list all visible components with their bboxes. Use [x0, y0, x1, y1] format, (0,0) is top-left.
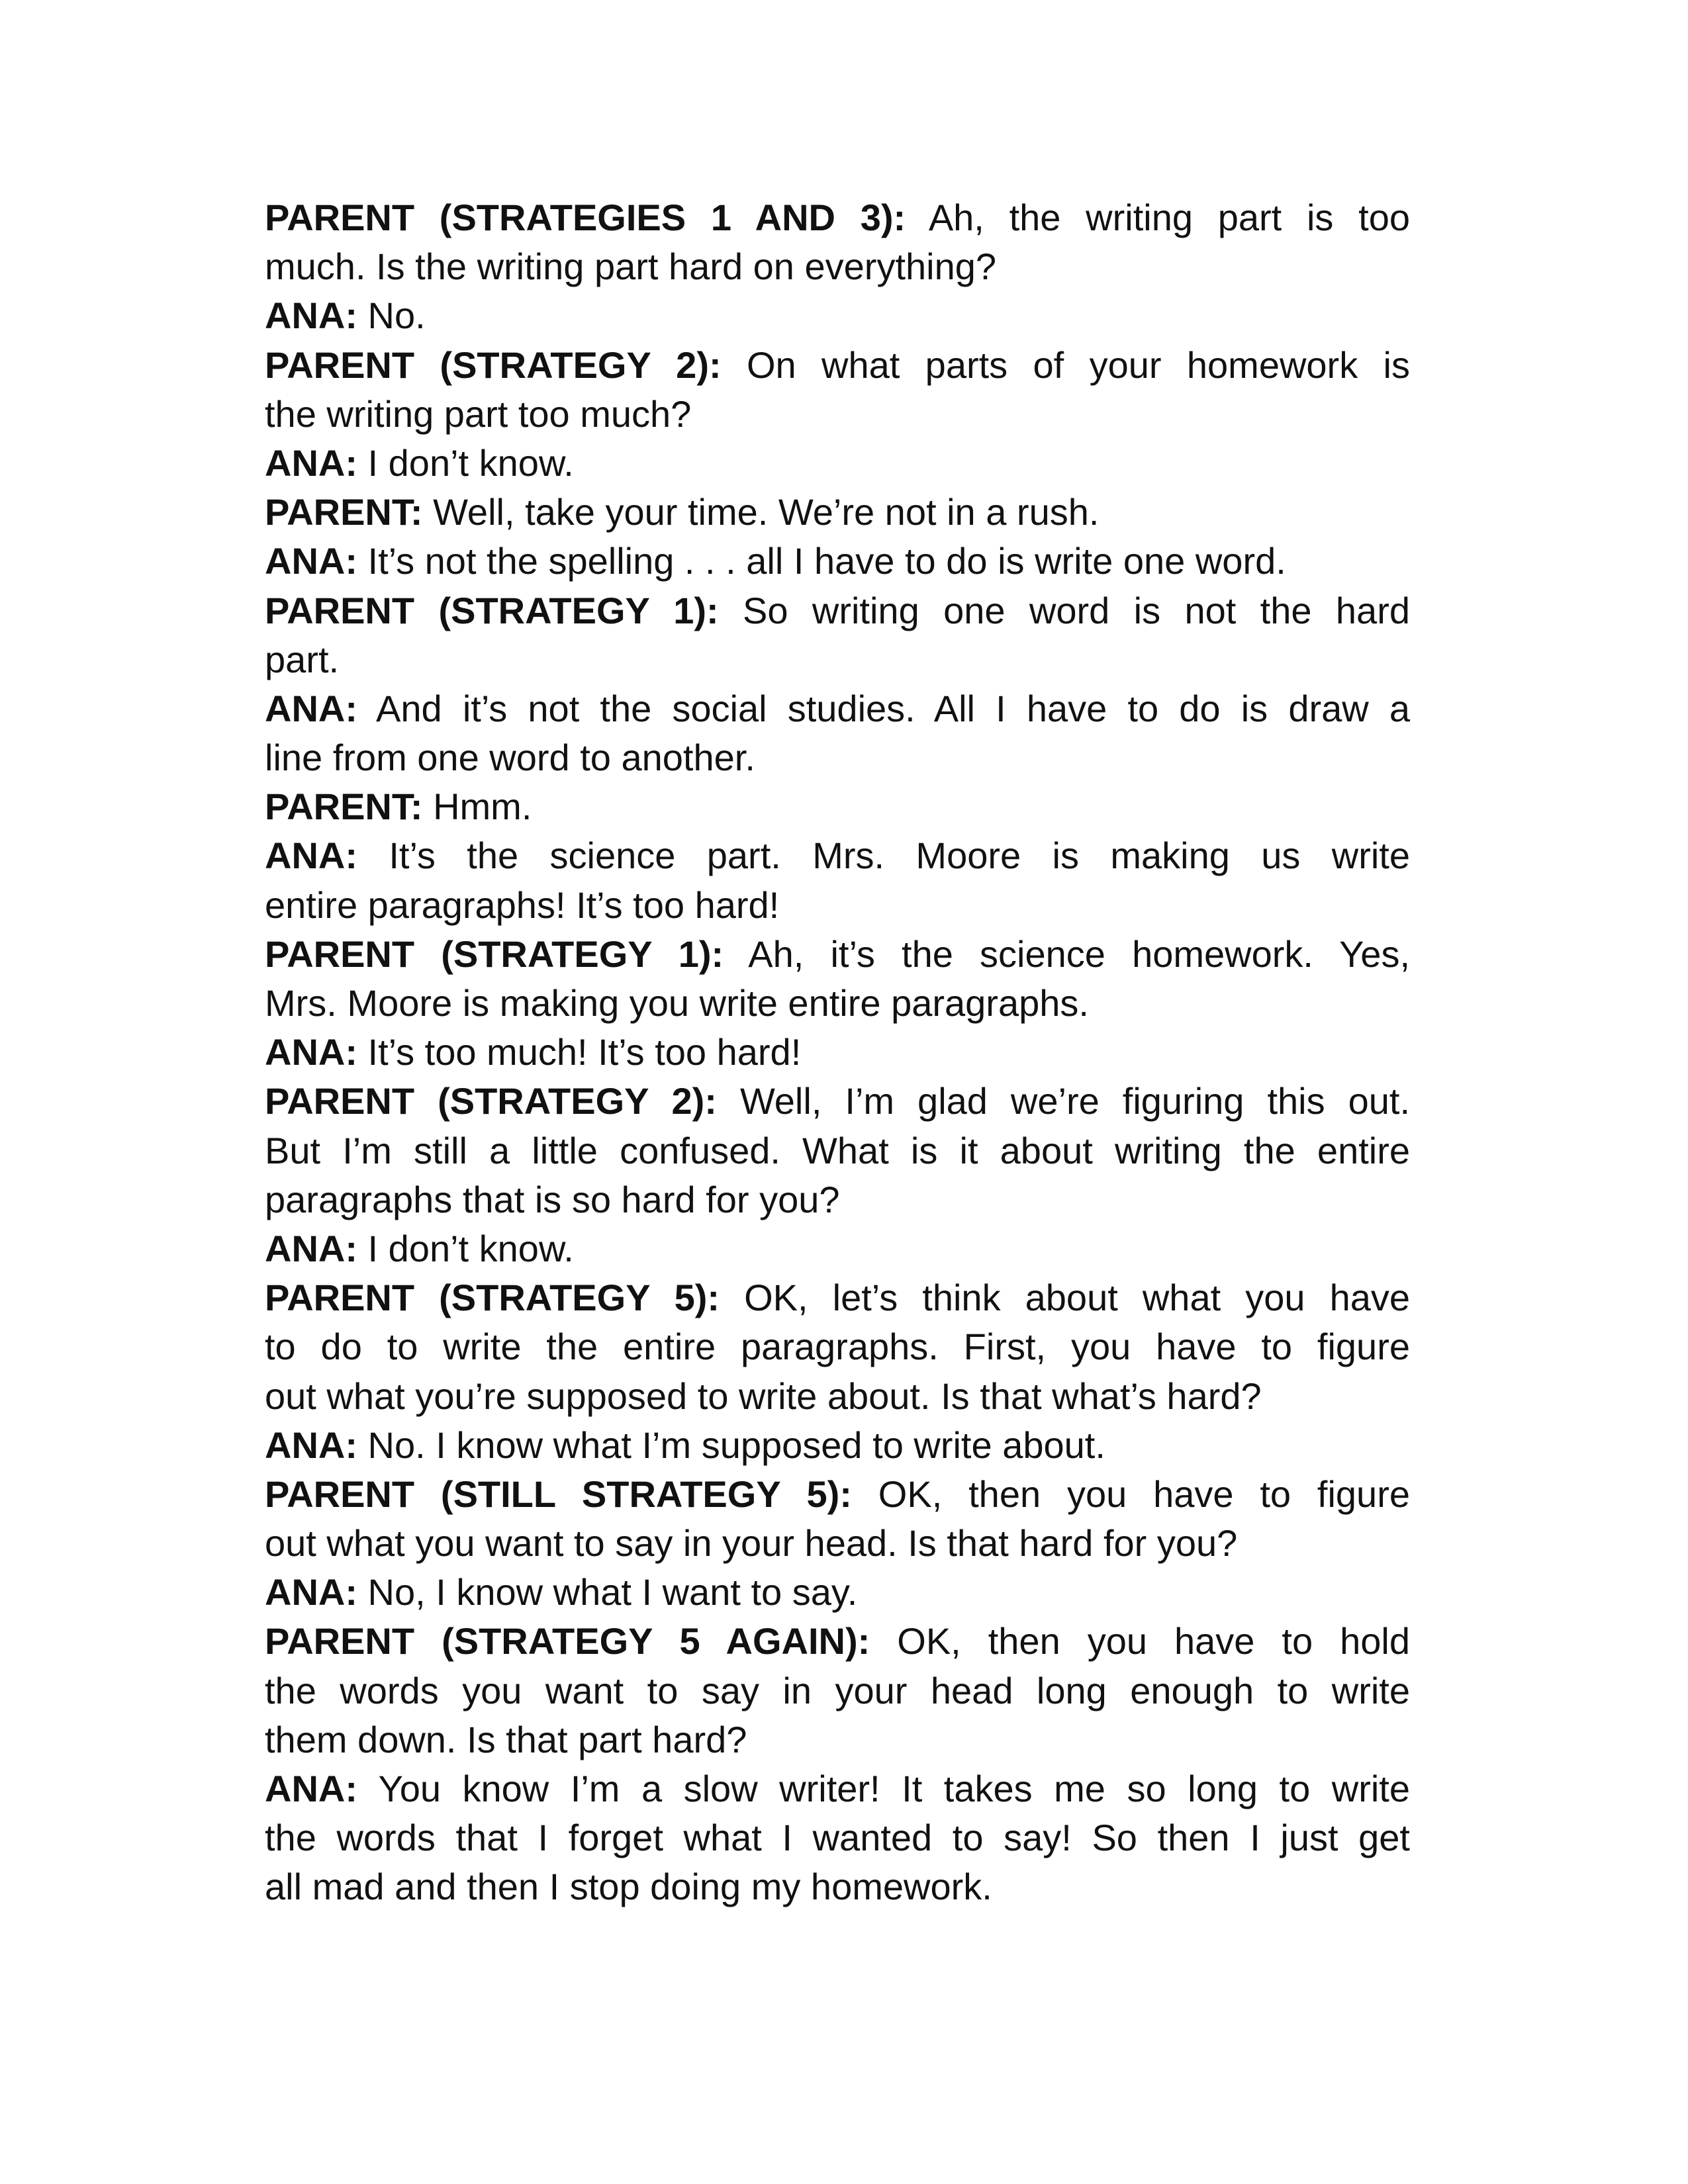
utterance-text: the words you want to say in your head long enough to write	[265, 1669, 1410, 1711]
speaker-label: PARENT:	[265, 786, 423, 828]
utterance-text: No. I know what I’m supposed to write about.	[357, 1424, 1105, 1466]
utterance-text: And it’s not the social studies. All I have to do is draw a	[357, 687, 1410, 729]
speaker-label: ANA:	[265, 1227, 357, 1269]
dialogue-turn	[265, 831, 1410, 929]
speaker-label: PARENT (STRATEGY 2):	[265, 1080, 717, 1122]
utterance-text: them down. Is that part hard?	[265, 1718, 747, 1760]
utterance-text: Ah, the writing part is too	[906, 197, 1410, 238]
utterance-text: paragraphs that is so hard for you?	[265, 1178, 840, 1220]
dialogue-turn	[265, 439, 1410, 488]
dialogue-turn	[265, 1764, 1410, 1912]
utterance-text: I don’t know.	[357, 441, 574, 484]
utterance-text: entire paragraphs! It’s too hard!	[265, 884, 780, 926]
utterance-text: On what parts of your homework is	[721, 343, 1410, 386]
utterance-text: OK, let’s think about what you have	[720, 1277, 1410, 1319]
dialogue-turn	[265, 782, 1410, 831]
speaker-label: ANA:	[265, 441, 357, 484]
speaker-label: PARENT (STRATEGY 2):	[265, 343, 722, 386]
dialogue-transcript	[265, 193, 1410, 1912]
speaker-label: PARENT (STILL STRATEGY 5):	[265, 1473, 852, 1515]
speaker-label: ANA:	[265, 1768, 357, 1809]
speaker-label: PARENT (STRATEGIES 1 AND 3):	[265, 197, 906, 238]
speaker-label: ANA:	[265, 540, 357, 582]
dialogue-turn	[265, 537, 1410, 586]
utterance-text: It’s not the spelling . . . all I have to do is write one word.	[357, 540, 1286, 582]
utterance-text: No.	[357, 295, 426, 337]
speaker-label: PARENT:	[265, 491, 423, 533]
utterance-text: out what you want to say in your head. Is that hard for you?	[265, 1522, 1238, 1565]
dialogue-turn	[265, 1224, 1410, 1273]
dialogue-turn	[265, 1568, 1410, 1617]
utterance-text: OK, then you have to hold	[870, 1620, 1410, 1662]
speaker-label: ANA:	[265, 835, 357, 877]
utterance-text: part.	[265, 638, 340, 680]
utterance-text: OK, then you have to figure	[851, 1473, 1410, 1515]
dialogue-turn	[265, 341, 1410, 439]
speaker-label: ANA:	[265, 295, 357, 337]
dialogue-turn	[265, 684, 1410, 782]
speaker-label: ANA:	[265, 687, 357, 729]
dialogue-turn	[265, 586, 1410, 684]
utterance-text: Mrs. Moore is making you write entire paragraphs.	[265, 982, 1089, 1024]
utterance-text: I don’t know.	[357, 1227, 574, 1269]
utterance-text: It’s the science part. Mrs. Moore is making us write	[357, 835, 1410, 877]
utterance-text: Well, take your time. We’re not in a rush.	[422, 491, 1100, 533]
dialogue-turn	[265, 193, 1410, 291]
dialogue-turn	[265, 1273, 1410, 1421]
speaker-label: ANA:	[265, 1031, 357, 1073]
utterance-text: Well, I’m glad we’re figuring this out.	[716, 1080, 1410, 1122]
dialogue-turn	[265, 488, 1410, 537]
utterance-text: Ah, it’s the science homework. Yes,	[724, 933, 1411, 975]
dialogue-turn	[265, 1028, 1410, 1077]
speaker-label: PARENT (STRATEGY 1):	[265, 589, 719, 631]
speaker-label: ANA:	[265, 1571, 357, 1614]
dialogue-turn	[265, 1421, 1410, 1470]
speaker-label: PARENT (STRATEGY 5 AGAIN):	[265, 1620, 870, 1662]
speaker-label: PARENT (STRATEGY 1):	[265, 933, 724, 975]
utterance-text: So writing one word is not the hard	[718, 589, 1410, 631]
speaker-label: ANA:	[265, 1424, 357, 1466]
dialogue-turn	[265, 930, 1410, 1028]
dialogue-turn	[265, 291, 1410, 340]
utterance-text: out what you’re supposed to write about. Is that what’s hard?	[265, 1375, 1262, 1417]
utterance-text: Hmm.	[422, 786, 532, 828]
utterance-text: No, I know what I want to say.	[357, 1571, 858, 1614]
utterance-text: all mad and then I stop doing my homework.	[265, 1866, 992, 1908]
utterance-text: But I’m still a little confused. What is it about writing the entire	[265, 1129, 1410, 1171]
utterance-text: the writing part too much?	[265, 392, 692, 435]
utterance-text: much. Is the writing part hard on everything?	[265, 246, 997, 288]
utterance-text: line from one word to another.	[265, 737, 755, 779]
speaker-label: PARENT (STRATEGY 5):	[265, 1277, 720, 1319]
utterance-text: You know I’m a slow writer! It takes me so long to write	[357, 1768, 1410, 1809]
utterance-text: the words that I forget what I wanted to say! So then I just get	[265, 1817, 1410, 1859]
dialogue-turn	[265, 1617, 1410, 1764]
dialogue-turn	[265, 1077, 1410, 1224]
dialogue-turn	[265, 1470, 1410, 1568]
utterance-text: to do to write the entire paragraphs. First, you have to figure	[265, 1326, 1410, 1368]
utterance-text: It’s too much! It’s too hard!	[357, 1031, 802, 1073]
